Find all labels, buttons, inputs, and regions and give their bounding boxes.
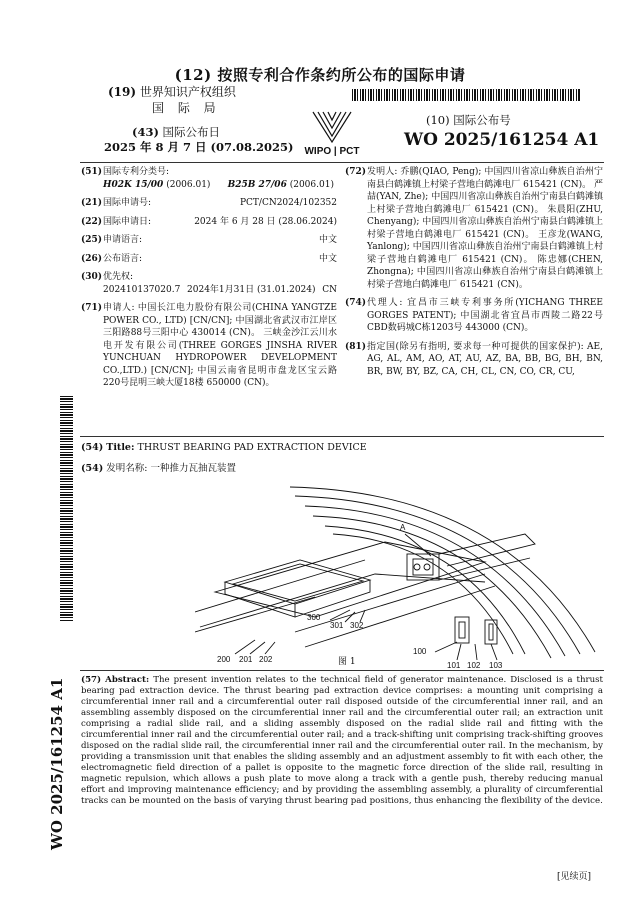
label-300: 300 — [307, 613, 321, 622]
barcode-top — [352, 89, 580, 101]
field-51: (51) 国际专利分类号: H02K 15/00 (2006.01) B25B 27/06 (2006.01) — [81, 166, 337, 191]
title-english: (54) Title: THRUST BEARING PAD EXTRACTION DEVICE — [81, 442, 367, 453]
title-rule — [80, 436, 604, 437]
invention-title-cn: 一种推力瓦抽瓦装置 — [150, 463, 236, 474]
abstract: (57) Abstract: The present invention relates to the technical field of generator maintenance. Disclosed is a thrust bearing pad extraction device. The thrust bearing pad extraction device comprises: a mounting unit comprising a circumferential inner rail and a circumferential outer rail disposed outside of the circumferential inner rail, and an assembling assembly disposed on the circumferential inner rail and the circumferential outer rail; an extraction unit comprising a radial slide rail, and a sliding assembly disposed on the radial slide rail and fitting with the circumferential inner rail and the circumferential outer rail; and a track-shifting unit comprising track-shifting grooves disposed on the radial slide rail, the circumferential inner rail and the circumferential outer rail. In the mechanism, by providing a transmission unit that enables the sliding assembly and an adjustment assembly to fit with each other, the electromagnetic field direction of a pallet is opposite to the magnetic force direction of the slide rail, resulting in magnetic repulsion, which allows a push plate to move along a track with a gentle push, thereby reducing manual effort and improving maintenance efficiency; and by providing the assembling assembly, a plurality of circumferential tracks can be mounted on the basis of varying thrust bearing pad positions, thus enhancing the flexibility of the device. — [81, 675, 604, 806]
bibliographic-right-column — [345, 166, 603, 381]
figure-1-drawing — [195, 482, 620, 672]
publication-date-block — [104, 125, 293, 155]
inventors: 发明人: 乔鹏(QIAO, Peng); 中国四川省凉山彝族自治州宁南县白鹤滩镇上村梁子营地白鹤滩电厂 615421 (CN)。 严喆(YAN, Zhe); 中国四川省凉山彝族自治州宁南县白鹤滩镇上村梁子营地白鹤滩电厂 615421 (CN)。 朱晨阳(ZHU, Chenyang); 中国四川省凉山彝族自治州宁南县白鹤滩镇上村梁子营地白鹤滩电厂 615421 (CN)。 王彦龙(WANG, Yanlong); 中国四川省凉山彝族自治州宁南县白鹤滩镇上村梁子营地白鹤滩电厂 615421 (CN)。 陈忠娜(CHEN, Zhongna); 中国四川省凉山彝族自治州宁南县白鹤滩镇上村梁子营地白鹤滩电厂 615421 (CN)。 — [367, 167, 603, 290]
pubno-label: 国际公布号 — [453, 113, 511, 127]
label-103: 103 — [489, 661, 503, 670]
label-302: 302 — [350, 621, 364, 630]
label-200: 200 — [217, 655, 231, 664]
bureau-name: 国 际 局 — [152, 101, 221, 115]
field-71: (71) 申请人: 中国长江电力股份有限公司(CHINA YANGTZE POWER CO., LTD) [CN/CN]; 中国湖北省武汉市江岸区三阳路88号三阳中心 430014 (CN)。 三峡金沙江云川水电开发有限公司(THREE GORGES JINSHA RIVER YUNCHUAN HYDROPOWER DEVELOPMENT CO.,LTD.) [CN/CN]; 中国云南省昆明市盘龙区宝云路220号昆明三峡大厦18楼 650000 (CN)。 — [81, 303, 337, 388]
publication-number-block — [404, 112, 599, 150]
wipo-logo — [296, 108, 368, 156]
document-title: (12) 按照专利合作条约所公布的国际申请 — [174, 66, 466, 84]
pubno-value: WO 2025/161254 A1 — [404, 130, 600, 150]
label-101: 101 — [447, 661, 461, 670]
continued-marker: [见续页] — [557, 872, 592, 882]
barcode-side — [60, 396, 73, 622]
label-A: A — [400, 523, 406, 532]
field-72: (72) 发明人: 乔鹏(QIAO, Peng); 中国四川省凉山彝族自治州宁南县白鹤滩镇上村梁子营地白鹤滩电厂 615421 (CN)。 严喆(YAN, Zhe); 中国四川省凉山彝族自治州宁南县白鹤滩镇上村梁子营地白鹤滩电厂 615421 (CN)。 朱晨阳(ZHU, Chenyang); 中国四川省凉山彝族自治州宁南县白鹤滩镇上村梁子营地白鹤滩电厂 615421 (CN)。 王彦龙(WANG, Yanlong); 中国四川省凉山彝族自治州宁南县白鹤滩镇上村梁子营地白鹤滩电厂 615421 (CN)。 陈忠娜(CHEN, Zhongna); 中国四川省凉山彝族自治州宁南县白鹤滩镇上村梁子营地白鹤滩电厂 615421 (CN)。 — [345, 167, 603, 290]
ipc-label: 国际专利分类号: — [103, 167, 170, 177]
ipc-class-1: H02K 15/00 — [103, 179, 164, 190]
agent: 代理人: 宜昌市三峡专利事务所(YICHANG THREE GORGES PATENT); 中国湖北省宜昌市西陵二路22号CBD数码城C栋1203号 443000 (CN)。 — [367, 298, 603, 333]
org-code: (19) — [108, 85, 137, 99]
application-date: 2024 年 6 月 28 日 (28.06.2024) — [194, 216, 337, 227]
field-81: (81) 指定国(除另有指明, 要求每一种可提供的国家保护): AE, AG, AL, AM, AO, AT, AU, AZ, BA, BB, BG, BH, BN, BR, BW, BY, BZ, CA, CH, CL, CN, CO, CR, CU, — [345, 341, 603, 377]
applicants: 申请人: 中国长江电力股份有限公司(CHINA YANGTZE POWER CO., LTD) [CN/CN]; 中国湖北省武汉市江岸区三阳路88号三阳中心 430014 (CN)。 三峡金沙江云川水电开发有限公司(THREE GORGES JINSHA RIVER YUNCHUAN HYDROPOWER DEVELOPMENT CO.,LTD.) [CN/CN]; 中国云南省昆明市盘龙区宝云路220号昆明三峡大厦18楼 650000 (CN)。 — [103, 303, 337, 388]
rail-profile-101 — [455, 617, 469, 643]
bibliographic-left-column — [81, 166, 337, 393]
inner-rail-arc — [325, 526, 525, 654]
priority-date: 2024年1月31日 (31.01.2024) — [187, 284, 316, 295]
field-25: (25) 申请语言: 中文 — [81, 235, 337, 245]
field-26: (26) 公布语言: 中文 — [81, 253, 337, 264]
label-100: 100 — [413, 647, 427, 656]
ipc-class-2: B25B 27/06 — [227, 179, 287, 190]
abstract-text: The present invention relates to the technical field of generator maintenance. Disclosed is a thrust bearing pad extraction device. The thrust bearing pad extraction device comprises: a mounting unit comprising a circumferential inner rail and a circumferential outer rail disposed outside of the circumferential inner rail, and an assembling assembly disposed on the circumferential inner rail and the circumferential outer rail; an extraction unit comprising a radial slide rail, and a sliding assembly disposed on the radial slide rail and fitting with the circumferential inner rail and the circumferential outer rail; and a track-shifting unit comprising track-shifting grooves disposed on the radial slide rail, the circumferential inner rail and the circumferential outer rail. In the mechanism, by providing a transmission unit that enables the sliding assembly and an adjustment assembly to fit with each other, the electromagnetic field direction of a pallet is opposite to the magnetic force direction of the slide rail, resulting in magnetic repulsion, which allows a push plate to move along a track with a gentle push, thereby reducing manual effort and improving maintenance efficiency; and by providing the assembling assembly, a plurality of circumferential tracks can be mounted on the basis of varying thrust bearing pad positions, thus enhancing the flexibility of the device. — [81, 675, 604, 806]
priority-country: CN — [322, 284, 337, 295]
title-chinese: (54) 发明名称: 一种推力瓦抽瓦装置 — [81, 463, 236, 474]
application-number: PCT/CN2024/102352 — [239, 198, 337, 208]
pubno-code: (10) — [426, 113, 450, 127]
field-74: (74) 代理人: 宜昌市三峡专利事务所(YICHANG THREE GORGES PATENT); 中国湖北省宜昌市西陵二路22号CBD数码城C栋1203号 443000 (CN)。 — [345, 298, 603, 333]
figure-caption: 图 1 — [338, 657, 356, 667]
field-22: (22) 国际申请日: 2024 年 6 月 28 日 (28.06.2024) — [81, 216, 337, 227]
header-rule — [80, 162, 604, 163]
abstract-rule — [80, 670, 604, 671]
pubdate-code: (43) — [132, 125, 159, 139]
label-102: 102 — [467, 661, 481, 670]
organization-block — [108, 84, 236, 116]
invention-title-en: THRUST BEARING PAD EXTRACTION DEVICE — [137, 442, 367, 453]
field-21: (21) 国际申请号: PCT/CN2024/102352 — [81, 198, 337, 208]
label-201: 201 — [239, 655, 253, 664]
field-30: (30) 优先权: 202410137020.7 2024年1月31日 (31.01.2024) CN — [81, 272, 337, 295]
pubdate-label: 国际公布日 — [162, 125, 221, 139]
priority-number: 202410137020.7 — [103, 284, 181, 295]
wipo-logo-text: WIPO | PCT — [304, 146, 360, 156]
label-301: 301 — [330, 621, 344, 630]
side-publication-number: WO 2025/161254 A1 — [48, 677, 66, 850]
designated-states: 指定国(除另有指明, 要求每一种可提供的国家保护): AE, AG, AL, AM, AO, AT, AU, AZ, BA, BB, BG, BH, BN, BR, BW, BY, BZ, CA, CH, CL, CN, CO, CR, CU, — [367, 341, 603, 377]
label-202: 202 — [259, 655, 273, 664]
org-name: 世界知识产权组织 — [139, 85, 236, 99]
pubdate-value: 2025 年 8 月 7 日 (07.08.2025) — [104, 140, 294, 154]
